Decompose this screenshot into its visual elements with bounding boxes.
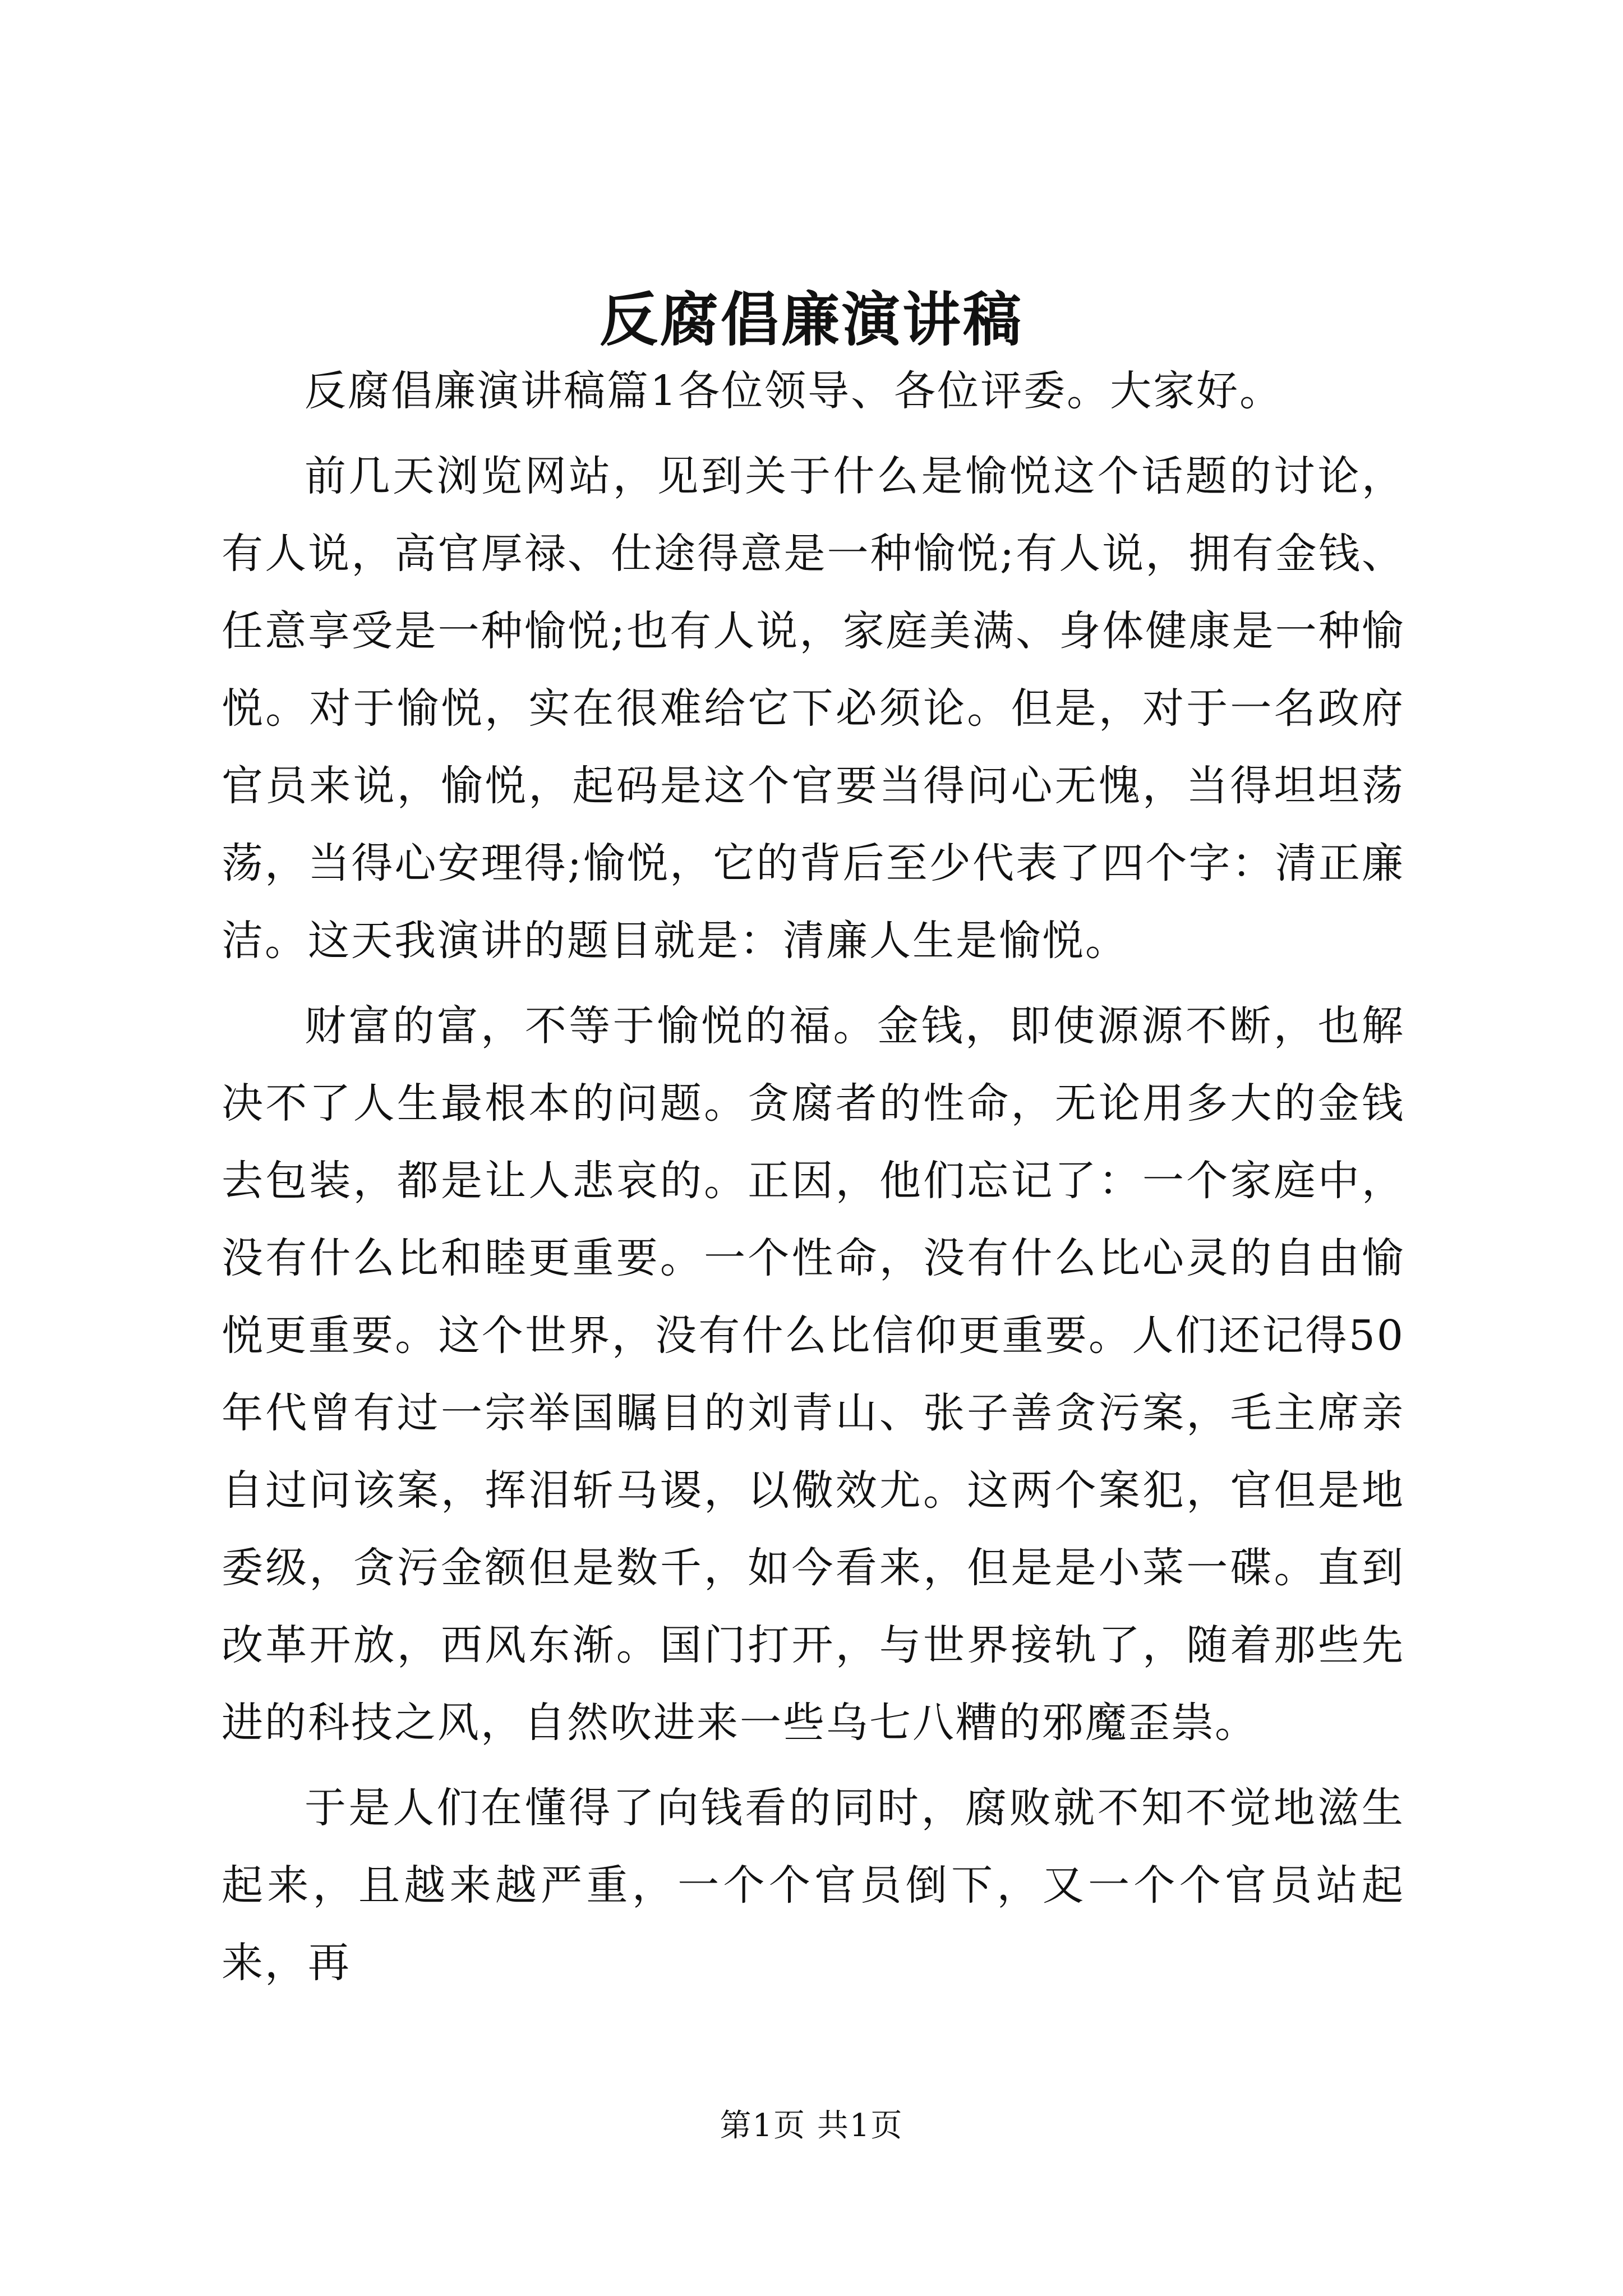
document-body [222, 352, 1405, 2009]
page-footer: 第1页 共1页 [720, 2108, 903, 2144]
paragraph-1: 反腐倡廉演讲稿篇1各位领导、各位评委。大家好。 [305, 367, 1283, 415]
paragraph-2: 前几天浏览网站，见到关于什么是愉悦这个话题的讨论，有人说，高官厚禄、仕途得意是一种愉悦;有人说，拥有金钱、任意享受是一种愉悦;也有人说，家庭美满、身体健康是一种愉悦。对于愉悦，实在很难给它下必须论。但是，对于一名政府官员来说，愉悦，起码是这个官要当得问心无愧，当得坦坦荡荡，当得心安理得;愉悦，它的背后至少代表了四个字：清正廉洁。这天我演讲的题目就是：清廉人生是愉悦。 [222, 452, 1405, 965]
document-title: 反腐倡廉演讲稿 [599, 285, 1023, 354]
paragraph-3: 财富的富，不等于愉悦的福。金钱，即使源源不断，也解决不了人生最根本的问题。贪腐者的性命，无论用多大的金钱去包装，都是让人悲哀的。正因，他们忘记了：一个家庭中，没有什么比和睦更重要。一个性命，没有什么比心灵的自由愉悦更重要。这个世界，没有什么比信仰更重要。人们还记得50年代曾有过一宗举国瞩目的刘青山、张子善贪污案，毛主席亲自过问该案，挥泪斩马谡，以儆效尤。这两个案犯，官但是地委级，贪污金额但是数千，如今看来，但是是小菜一碟。直到改革开放，西风东渐。国门打开，与世界接轨了，随着那些先进的科技之风，自然吹进来一些乌七八糟的邪魔歪祟。 [222, 1002, 1405, 1747]
paragraph-4: 于是人们在懂得了向钱看的同时，腐败就不知不觉地滋生起来，且越来越严重，一个个官员倒下，又一个个官员站起来，再 [222, 1784, 1405, 1987]
